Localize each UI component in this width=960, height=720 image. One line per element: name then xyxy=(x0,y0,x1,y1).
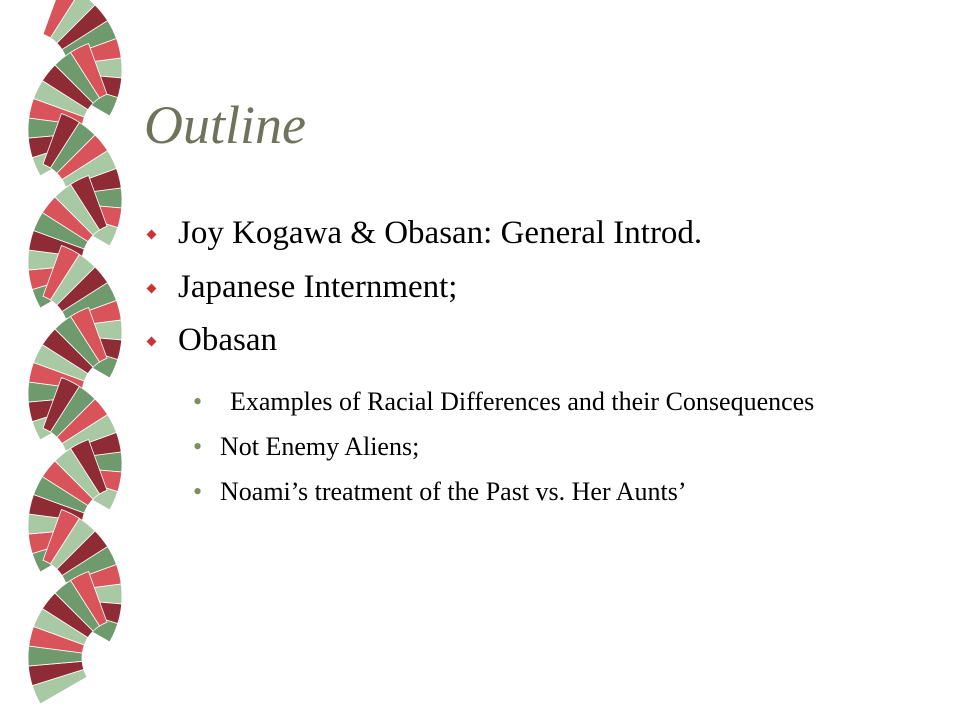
slide-title: Outline xyxy=(144,95,306,155)
sub-bullet-text: Examples of Racial Differences and their Consequences xyxy=(230,387,815,416)
bullet-text: Joy Kogawa & Obasan: General Introd. xyxy=(178,215,703,251)
sub-bullet-item xyxy=(190,476,890,507)
sub-bullet-item xyxy=(190,431,890,462)
dot-bullet-icon: • xyxy=(193,387,203,416)
bullet-item xyxy=(146,268,946,308)
sub-bullet-list xyxy=(190,386,890,522)
dot-bullet-icon: • xyxy=(193,432,203,462)
bullet-text: Japanese Internment; xyxy=(178,268,458,305)
diamond-bullet-icon xyxy=(147,283,157,293)
fan-ribbon-decoration xyxy=(0,0,140,720)
diamond-bullet-icon xyxy=(147,230,157,240)
bullet-item xyxy=(146,214,946,254)
bullet-text: Obasan xyxy=(178,322,277,359)
sub-bullet-text: Not Enemy Aliens; xyxy=(220,432,420,462)
bullet-item xyxy=(146,321,946,361)
bullet-list xyxy=(146,214,946,375)
sub-bullet-text: Noami’s treatment of the Past vs. Her Aunts’ xyxy=(220,477,687,507)
diamond-bullet-icon xyxy=(147,337,157,347)
dot-bullet-icon: • xyxy=(193,477,203,507)
sub-bullet-item xyxy=(190,386,890,417)
